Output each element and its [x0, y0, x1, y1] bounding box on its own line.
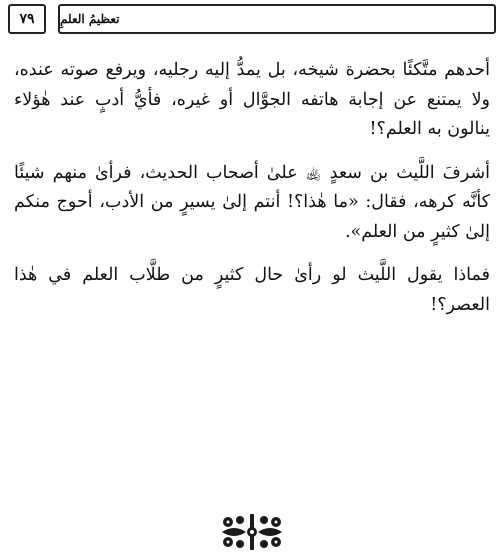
page-number: ٧٩: [19, 11, 35, 27]
paragraph-1: أحدهم متَّكئًا بحضرة شيخه، بل يمدُّ إليه رجليه، ويرفع صوته عنده، ولا يمتنع عن إجابة هاتفه الجوَّال أو غيره، فأيُّ أدبٍ عند هٰؤلاء ينالون به العلم؟!: [14, 60, 490, 139]
running-title: تعظيمُ العلمِ: [60, 12, 120, 26]
page-header: [8, 4, 496, 38]
floral-ornament-icon: [216, 512, 288, 552]
running-title-box: [58, 4, 496, 34]
paragraph-2: أشرفَ اللَّيث بن سعدٍ ﵀ علىٰ أصحاب الحديث، فرأىٰ منهم شيئًا كأنَّه كرهه، فقال: «ما هٰذا؟! أنتم إلىٰ يسيرٍ من الأدب، أحوج منكم إلىٰ كثيرٍ من العلم».: [14, 162, 490, 242]
paragraph-3: فماذا يقول اللَّيث لو رأىٰ حال كثيرٍ من طلَّاب العلم في هٰذا العصر؟!: [14, 265, 490, 315]
page-number-box: [8, 4, 46, 34]
page-body: [14, 56, 490, 334]
